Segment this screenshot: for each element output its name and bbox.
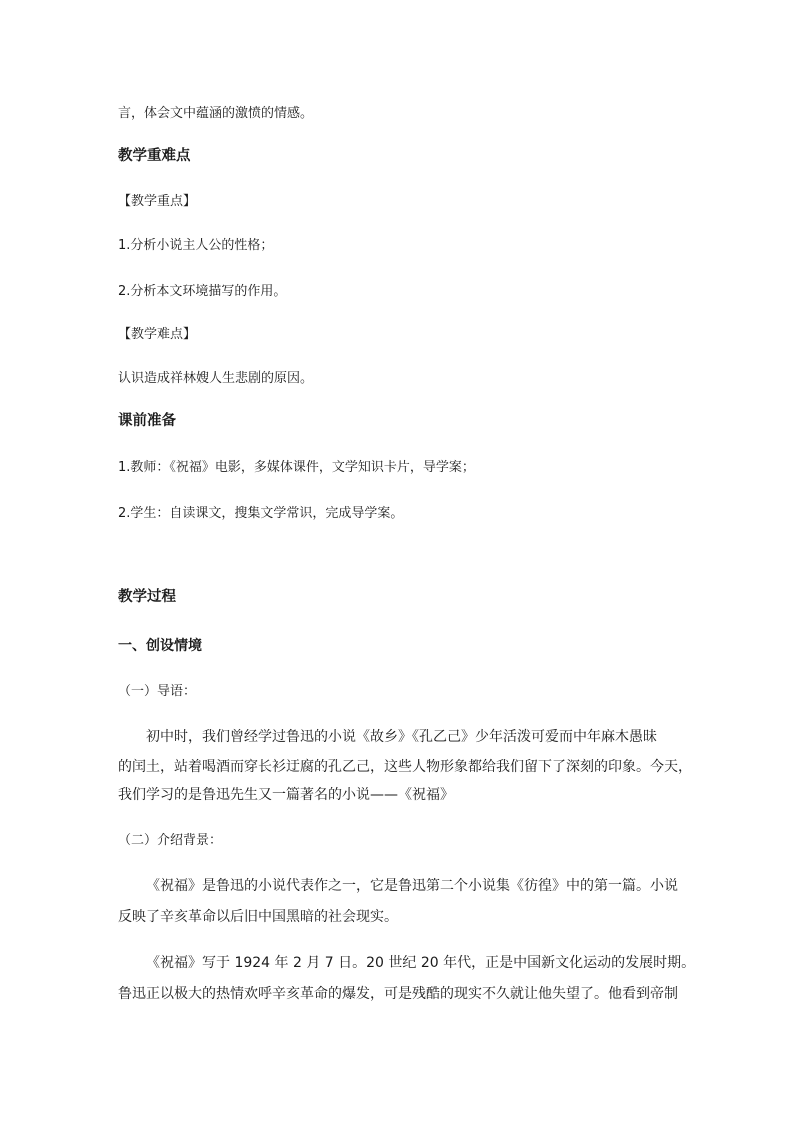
list-item: 1.分析小说主人公的性格；: [118, 238, 274, 253]
paragraph-line: 反映了辛亥革命以后旧中国黑暗的社会现实。: [118, 909, 398, 925]
subheading-intro: （一）导语：: [118, 684, 197, 699]
paragraph-line: 的闰土，站着喝酒而穿长衫迂腐的孔乙己，这些人物形象都给我们留下了深刻的印象。今天，: [118, 759, 692, 775]
subheading-key: 【教学重点】: [118, 194, 197, 209]
section-heading-key-points: 教学重难点: [118, 148, 191, 164]
text-line: 言，体会文中蕴涵的激愤的情感。: [118, 106, 314, 121]
paragraph-line: 我们学习的是鲁迅先生又一篇著名的小说——《祝福》: [118, 787, 454, 803]
list-item: 1.教师：《祝福》电影，多媒体课件，文学知识卡片，导学案；: [118, 460, 475, 475]
paragraph-line: 《祝福》写于 1924 年 2 月 7 日。20 世纪 20 年代，正是中国新文化运动的发展时期。: [146, 955, 696, 971]
subheading-background: （二）介绍背景：: [118, 833, 223, 848]
paragraph-line: 初中时，我们曾经学过鲁迅的小说《故乡》《孔乙己》少年活泼可爱而中年麻木愚昧: [146, 729, 657, 745]
paragraph-line: 《祝福》是鲁迅的小说代表作之一，它是鲁迅第二个小说集《彷徨》中的第一篇。小说: [146, 878, 678, 894]
list-item: 2.学生：自读课文，搜集文学常识，完成导学案。: [118, 506, 404, 521]
paragraph-line: 鲁迅正以极大的热情欢呼辛亥革命的爆发，可是残酷的现实不久就让他失望了。他看到帝制: [118, 986, 678, 1002]
text-line: 认识造成祥林嫂人生悲剧的原因。: [118, 371, 314, 386]
section-title-situation: 一、创设情境: [118, 638, 202, 654]
list-item: 2.分析本文环境描写的作用。: [118, 284, 287, 299]
subheading-difficulty: 【教学难点】: [118, 327, 197, 342]
section-heading-prep: 课前准备: [118, 413, 176, 429]
section-heading-process: 教学过程: [118, 589, 176, 605]
